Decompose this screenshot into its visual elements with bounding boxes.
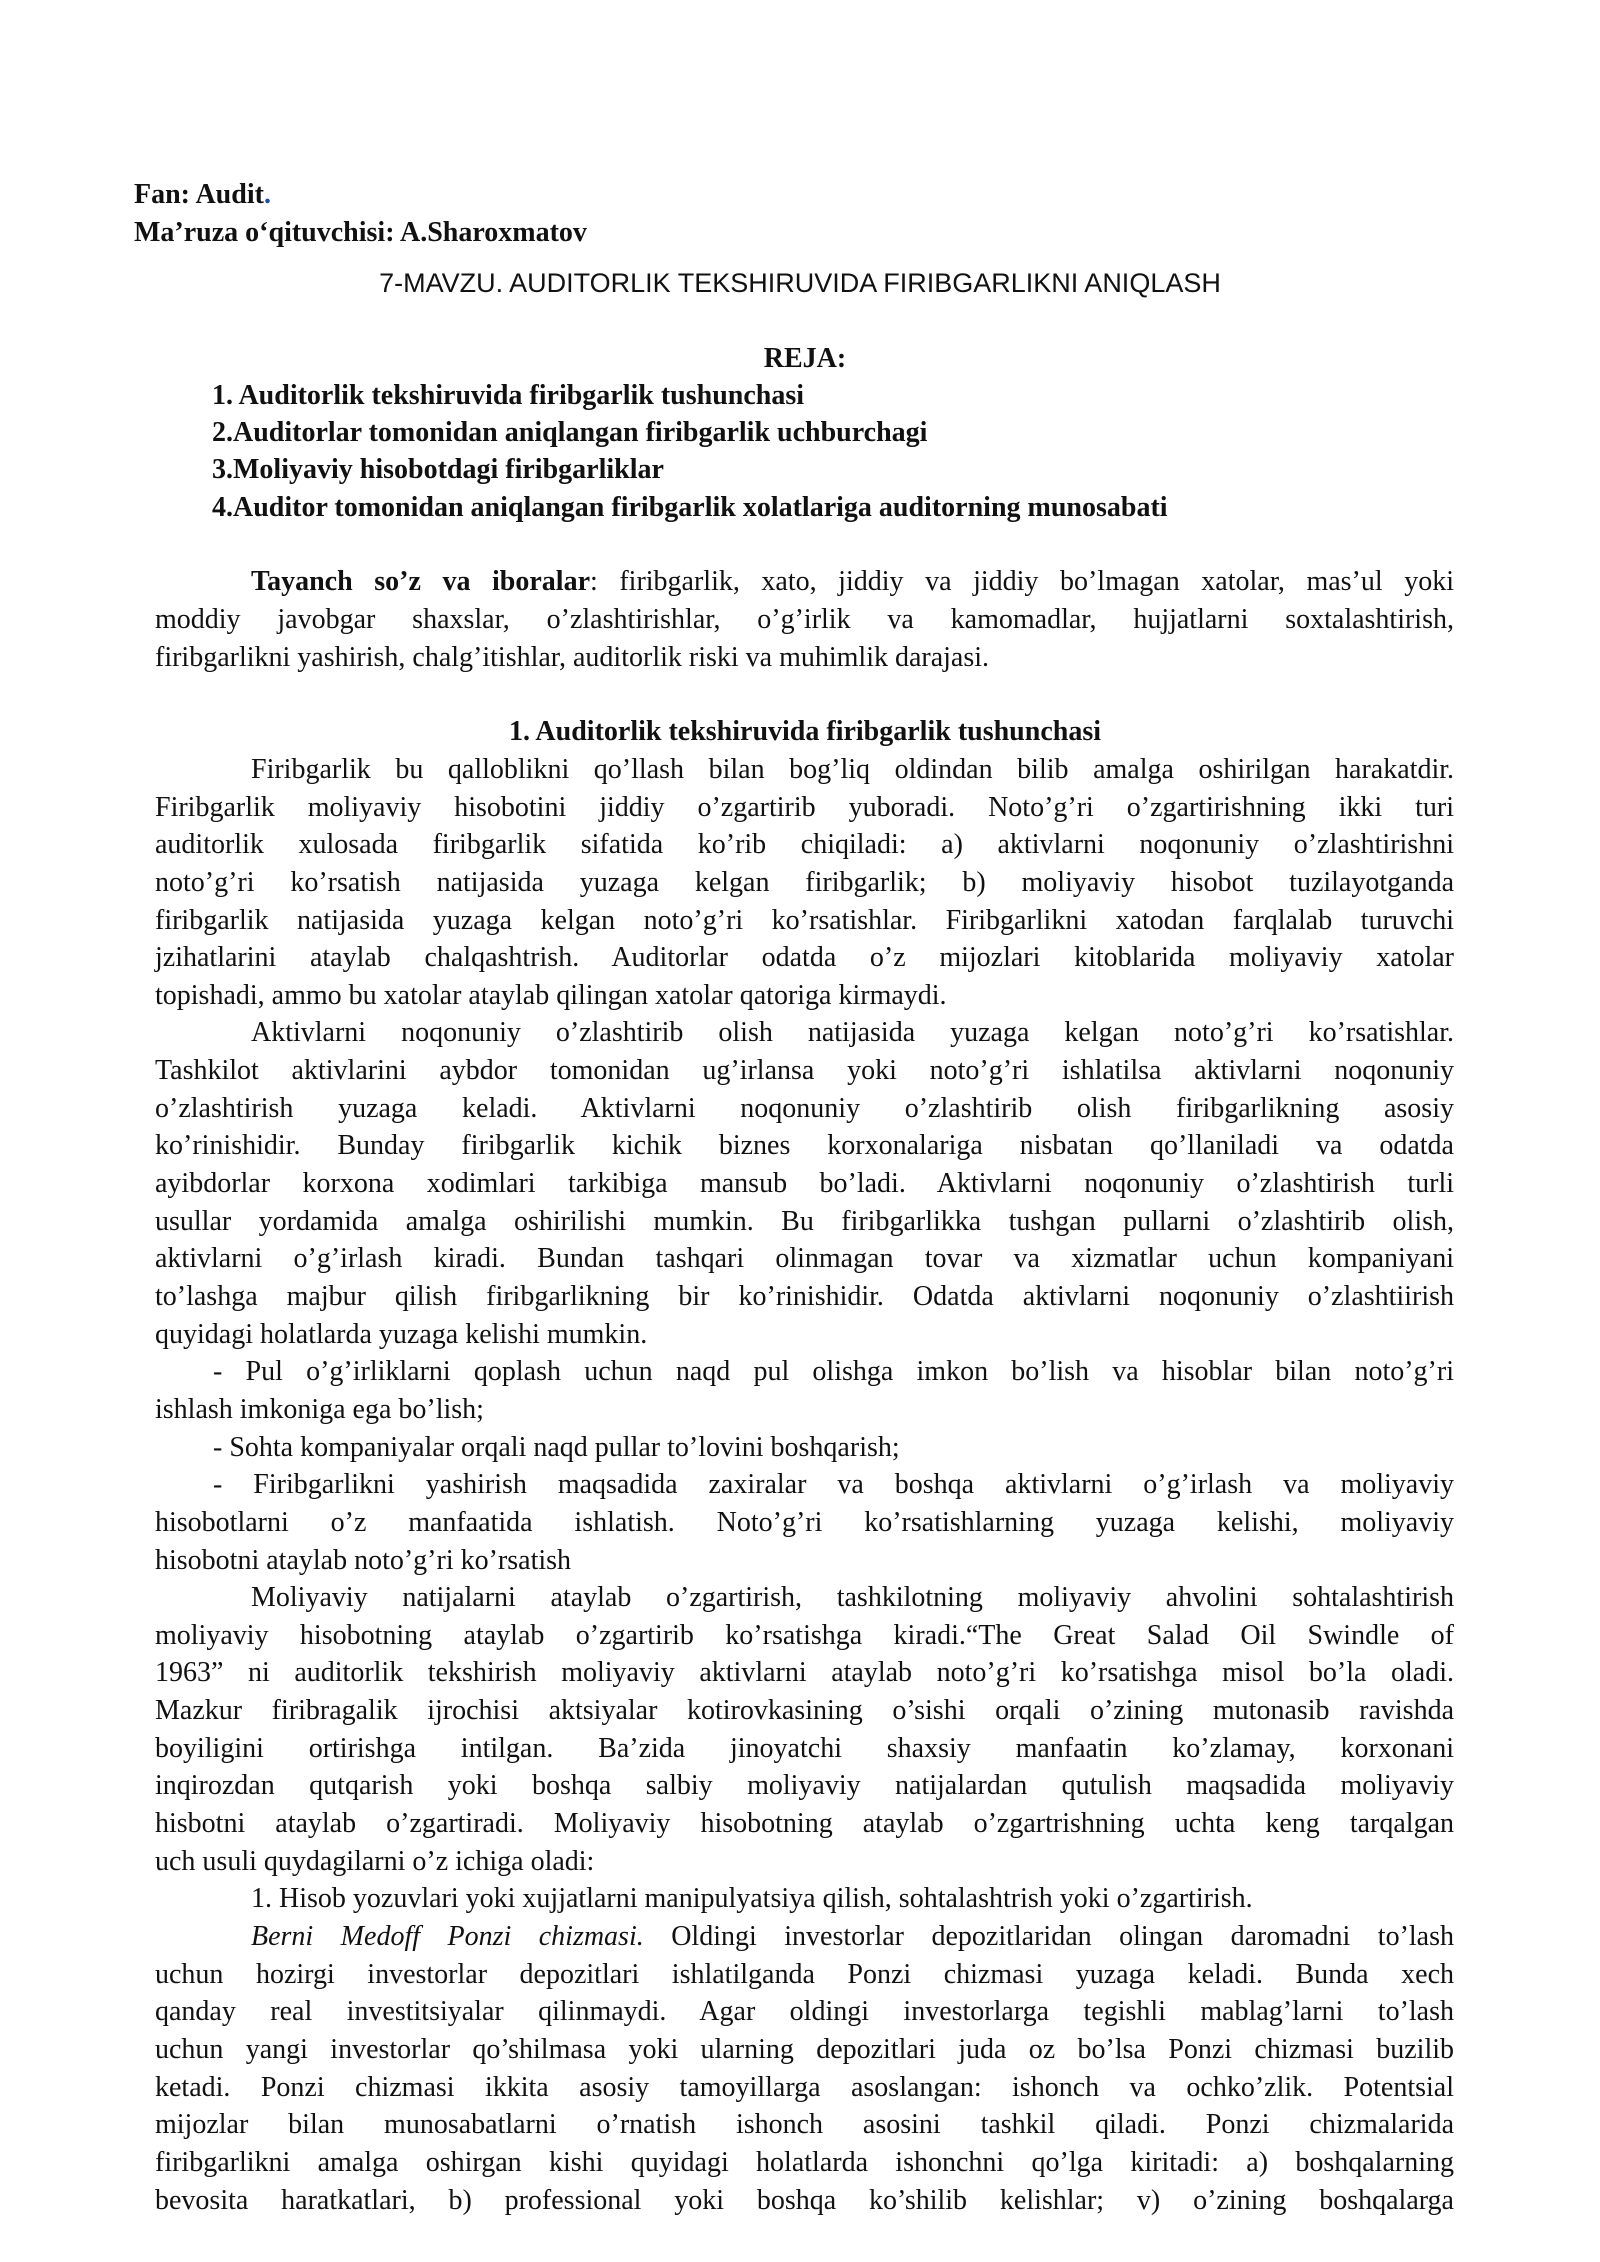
plan-item: 1. Auditorlik tekshiruvida firibgarlik tushunchasi [212,380,805,411]
body-line: Mazkur firibragalik ijrochisi aktsiyalar kotirovkasining o’sishi orqali o’zining mutonasib ravishda [155,1695,1454,1726]
body-line: o’zlashtirish yuzaga keladi. Aktivlarni noqonuniy o’zlashtirib olish firibgarlikning asosiy [155,1093,1454,1124]
body-line: topishadi, ammo bu xatolar ataylab qilingan xatolar qatoriga kirmaydi. [155,980,947,1011]
body-line: uch usuli quydagilarni o’z ichiga oladi: [155,1846,595,1877]
body-line: hisobotlarni o’z manfaatida ishlatish. Noto’g’ri ko’rsatishlarning yuzaga kelishi, moliyaviy [155,1507,1454,1538]
body-line: mijozlar bilan munosabatlarni o’rnatish ishonch asosini tashkil qiladi. Ponzi chizmalarida [155,2109,1454,2140]
body-line [251,1918,1454,1956]
subject-label: Fan: Audit [134,179,264,210]
body-line: boyiligini ortirishga intilgan. Ba’zida jinoyatchi shaxsiy manfaatin ko’zlamay, korxonani [155,1733,1454,1764]
body-line: noto’g’ri ko’rsatish natijasida yuzaga kelgan firibgarlik; b) moliyaviy hisobot tuzilayotganda [155,867,1454,898]
plan-item: 4.Auditor tomonidan aniqlangan firibgarlik xolatlariga auditorning munosabati [212,492,1168,523]
body-line: uchun yangi investorlar qo’shilmasa yoki ularning depozitlari juda oz bo’lsa Ponzi chizmasi buzilib [155,2034,1454,2065]
body-line: Tashkilot aktivlarini aybdor tomonidan ug’irlansa yoki noto’g’ri ishlatilsa aktivlarni noqonuniy [155,1055,1454,1086]
bullet-line: - Pul o’g’irliklarni qoplash uchun naqd pul olishga imkon bo’lish va hisoblar bilan noto’g’ri [213,1356,1454,1387]
body-line: Moliyaviy natijalarni ataylab o’zgartirish, tashkilotning moliyaviy ahvolini sohtalashtirish [251,1582,1454,1613]
subject-line [134,176,271,214]
body-line: ayibdorlar korxona xodimlari tarkibiga mansub bo’ladi. Aktivlarni noqonuniy o’zlashtirish turli [155,1168,1454,1199]
body-line: uchun hozirgi investorlar depozitlari ishlatilganda Ponzi chizmasi yuzaga keladi. Bunda xech [155,1959,1454,1990]
keywords-line: moddiy javobgar shaxslar, o’zlashtirishlar, o’g’irlik va kamomadlar, hujjatlarni soxtalashtirish, [155,604,1454,635]
body-line: qanday real investitsiyalar qilinmaydi. Agar oldingi investorlarga tegishli mablag’larni to’lash [155,1996,1454,2027]
plan-title: REJA: [763,343,847,374]
body-line: jzihatlarini ataylab chalqashtrish. Auditorlar odatda o’z mijozlari kitoblarida moliyaviy xatolar [155,942,1454,973]
plan-item: 3.Moliyaviy hisobotdagi firibgarliklar [212,454,664,485]
body-line: ko’rinishidir. Bunday firibgarlik kichik biznes korxonalariga nisbatan qo’llaniladi va odatda [155,1130,1454,1161]
keywords-label: Tayanch so’z va iboralar [251,566,590,597]
body-line: usullar yordamida amalga oshirilishi mumkin. Bu firibgarlikka tushgan pullarni o’zlashtirib olish, [155,1206,1454,1237]
keywords-text: : firibgarlik, xato, jiddiy va jiddiy bo’lmagan xatolar, mas’ul yoki [590,566,1454,597]
body-line: hisobotni ataylab noto’g’ri ko’rsatish [155,1545,572,1576]
plan-item: 2.Auditorlar tomonidan aniqlangan firibgarlik uchburchagi [212,417,928,448]
keywords-line: firibgarlikni yashirish, chalg’itishlar, auditorlik riski va muhimlik darajasi. [155,642,990,673]
lecturer-line: Ma’ruza o‘qituvchisi: A.Sharoxmatov [134,217,587,248]
body-line: Firibgarlik moliyaviy hisobotini jiddiy o’zgartirib yuboradi. Noto’g’ri o’zgartirishning ikki turi [155,792,1454,823]
body-line: moliyaviy hisobotning ataylab o’zgartirib ko’rsatishga kiradi.“The Great Salad Oil Swindle of [155,1620,1454,1651]
body-line: ishlash imkoniga ega bo’lish; [155,1394,484,1425]
body-line: Aktivlarni noqonuniy o’zlashtirib olish natijasida yuzaga kelgan noto’g’ri ko’rsatishlar. [251,1017,1454,1048]
keywords-line [251,563,1454,601]
ponzi-title: Berni Medoff Ponzi chizmasi. [251,1921,644,1952]
body-line: firibgarlikni amalga oshirgan kishi quyidagi holatlarda ishonchni qo’lga kiritadi: a) boshqalarning [155,2147,1454,2178]
bullet-line: - Firibgarlikni yashirish maqsadida zaxiralar va boshqa aktivlarni o’g’irlash va moliyaviy [213,1469,1454,1500]
body-line: inqirozdan qutqarish yoki boshqa salbiy moliyaviy natijalardan qutulish maqsadida moliyaviy [155,1770,1454,1801]
ponzi-text: Oldingi investorlar depozitlaridan olingan daromadni to’lash [643,1921,1454,1952]
body-line: quyidagi holatlarda yuzaga kelishi mumkin. [155,1319,648,1350]
body-line: ketadi. Ponzi chizmasi ikkita asosiy tamoyillarga asoslangan: ishonch va ochko’zlik. Potentsial [155,2072,1454,2103]
subject-dot: . [263,179,271,210]
body-line: firibgarlik natijasida yuzaga kelgan noto’g’ri ko’rsatishlar. Firibgarlikni xatodan farqlalab turuvchi [155,905,1454,936]
body-line: to’lashga majbur qilish firibgarlikning bir ko’rinishidir. Odatda aktivlarni noqonuniy o’zlashtiirish [155,1281,1454,1312]
body-line: bevosita haratkatlari, b) professional yoki boshqa ko’shilib kelishlar; v) o’zining boshqalarga [155,2185,1454,2216]
body-line: 1. Hisob yozuvlari yoki xujjatlarni manipulyatsiya qilish, sohtalashtrish yoki o’zgartirish. [251,1883,1253,1914]
section-heading: 1. Auditorlik tekshiruvida firibgarlik tushunchasi [508,716,1102,747]
body-line: auditorlik xulosada firibgarlik sifatida ko’rib chiqiladi: a) aktivlarni noqonuniy o’zlashtirishni [155,829,1454,860]
body-line: 1963” ni auditorlik tekshirish moliyaviy aktivlarni ataylab noto’g’ri ko’rsatishga misol bo’la oladi. [155,1657,1454,1688]
body-line: hisbotni ataylab o’zgartiradi. Moliyaviy hisobotning ataylab o’zgartrishning uchta keng tarqalgan [155,1808,1454,1839]
bullet-line: - Sohta kompaniyalar orqali naqd pullar to’lovini boshqarish; [213,1432,900,1463]
body-line: aktivlarni o’g’irlash kiradi. Bundan tashqari olinmagan tovar va xizmatlar uchun kompaniyani [155,1243,1454,1274]
body-line: Firibgarlik bu qalloblikni qo’llash bilan bog’liq oldindan bilib amalga oshirilgan harakatdir. [251,754,1454,785]
topic-title: 7-MAVZU. AUDITORLIK TEKSHIRUVIDA FIRIBGARLIKNI ANIQLASH [379,268,1221,298]
